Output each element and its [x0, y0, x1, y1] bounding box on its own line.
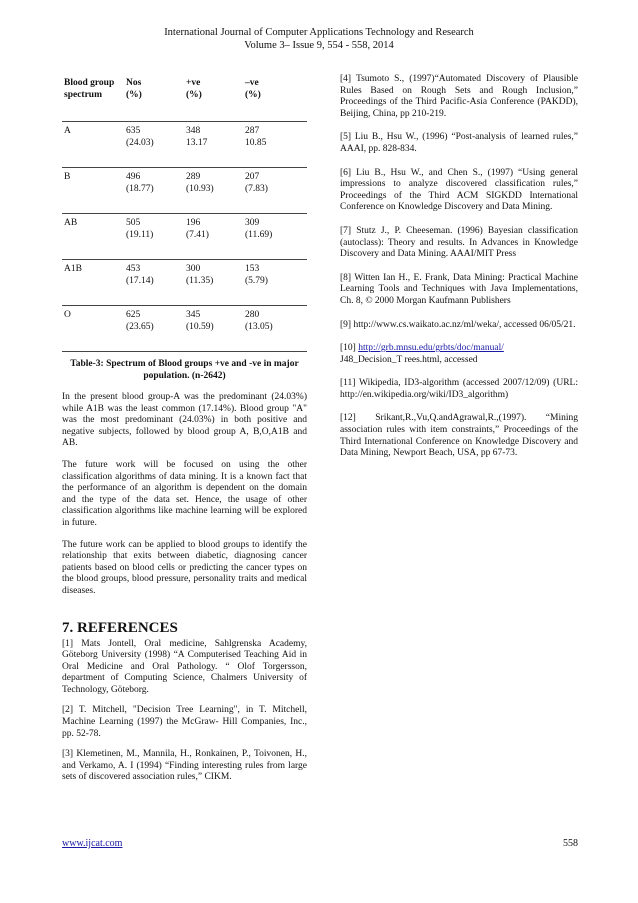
body-paragraph: The future work will be focused on using the other classification algorithms of data mining. It is a known fact that the performance of an algorithm is dependent on the domain and the type of the data set. Hence, the usage of other classification algorithms like machine learning will be explored in future.: [62, 459, 307, 528]
table-header-cell: +ve (%): [184, 74, 243, 122]
table-cell: 287 10.85: [243, 122, 307, 168]
reference-item-10: [340, 343, 578, 366]
right-column: [340, 74, 578, 472]
reference-item: [5] Liu B., Hsu W., (1996) “Post-analysis of learned rules,” AAAI, pp. 828-834.: [340, 132, 578, 154]
body-paragraph: The future work can be applied to blood groups to identify the relationship that exits between diabetic, diagnosing cancer patients based on blood cells or predicting the cancer types on the blood groups, blood pressure, personality traits and medical diseases.: [62, 539, 307, 596]
table-cell: A1B: [62, 260, 124, 306]
table-row: [62, 168, 307, 214]
table-header-cell: Nos (%): [124, 74, 184, 122]
table-cell: 348 13.17: [184, 122, 243, 168]
table-cell: 153 (5.79): [243, 260, 307, 306]
table-cell: 207 (7.83): [243, 168, 307, 214]
table-cell: 635 (24.03): [124, 122, 184, 168]
reference-item: [3] Klemetinen, M., Mannila, H., Ronkainen, P., Toivonen, H., and Verkamo, A. I (1994) “Finding interesting rules from large sets of discovered association rules,” CIKM.: [62, 749, 307, 783]
table-row: [62, 122, 307, 168]
reference-item: [2] T. Mitchell, "Decision Tree Learning", in T. Mitchell, Machine Learning (1997) the McGraw- Hill Companies, Inc., pp. 52-78.: [62, 705, 307, 739]
table-caption: Table-3: Spectrum of Blood groups +ve and -ve in major population. (n-2642): [70, 359, 299, 381]
page-number: 558: [563, 838, 578, 849]
table-header-row: [62, 74, 307, 122]
table-header-cell: Blood group spectrum: [62, 74, 124, 122]
table-cell: B: [62, 168, 124, 214]
volume-info: Volume 3– Issue 9, 554 - 558, 2014: [244, 40, 394, 51]
table-cell: 345 (10.59): [184, 306, 243, 352]
table-cell: 289 (10.93): [184, 168, 243, 214]
page-header: [0, 26, 638, 52]
footer-url-link[interactable]: www.ijcat.com: [62, 838, 123, 849]
reference-item: [9] http://www.cs.waikato.ac.nz/ml/weka/, accessed 06/05/21.: [340, 319, 576, 330]
table-cell: 496 (18.77): [124, 168, 184, 214]
table-cell: 280 (13.05): [243, 306, 307, 352]
table-header-cell: –ve (%): [243, 74, 307, 122]
reference-item: [4] Tsumoto S., (1997)“Automated Discovery of Plausible Rules Based on Rough Sets and Rough Inclusion,” Proceedings of the Third Pacific-Asia Conference (PAKDD), Beijing, China, pp 210-219.: [340, 74, 578, 119]
journal-title: International Journal of Computer Applications Technology and Research: [164, 27, 474, 38]
table-row: [62, 214, 307, 260]
references-heading: 7. REFERENCES: [62, 619, 178, 636]
table-row: [62, 306, 307, 352]
reference-link[interactable]: http://grb.mnsu.edu/grbts/doc/manual/: [358, 343, 504, 354]
reference-item: [8] Witten Ian H., E. Frank, Data Mining: Practical Machine Learning Tools and Techniques with Java Implementations, Ch. 8, © 2000 Morgan Kaufmann Publishers: [340, 272, 578, 306]
table-row: [62, 260, 307, 306]
reference-suffix: J48_Decision_T rees.html, accessed: [340, 354, 478, 365]
table-cell: 625 (23.65): [124, 306, 184, 352]
table-cell: 505 (19.11): [124, 214, 184, 260]
table-cell: 309 (11.69): [243, 214, 307, 260]
blood-group-table: [62, 74, 307, 352]
table-cell: AB: [62, 214, 124, 260]
reference-item: [6] Liu B., Hsu W., and Chen S., (1997) “Using general impressions to analyze discovered classification rules,” Proceedings of the Third ACM SIGKDD International Conference on Knowledge Discovery and Data Mining.: [340, 167, 578, 213]
table-cell: O: [62, 306, 124, 352]
table-cell: A: [62, 122, 124, 168]
reference-item: [1] Mats Jontell, Oral medicine, Sahlgrenska Academy, Göteborg University (1998) “A Computerised Teaching Aid in Oral Medicine and Oral Pathology. “ Olof Torgersson, department of Computing Science, Chalmers University of Technology, Göteborg.: [62, 638, 307, 695]
reference-item: [12] Srikant,R.,Vu,Q.andAgrawal,R.,(1997). “Mining association rules with item constraints,” Proceedings of the Third International Conference on Knowledge Discovery and Data Mining, Newport Beach, USA, pp 67-73.: [340, 413, 578, 459]
table-cell: 196 (7.41): [184, 214, 243, 260]
body-paragraph: In the present blood group-A was the predominant (24.03%) while A1B was the least common (17.14%). Blood group "A" was the most predominant (24.03%) in both positive and negative subjects, followed by blood group A, B,O,A1B and AB.: [62, 392, 307, 449]
left-column: [62, 74, 307, 793]
table-cell: 300 (11.35): [184, 260, 243, 306]
reference-item: [7] Stutz J., P. Cheeseman. (1996) Bayesian classification (autoclass): Theory and results. In Advances in Knowledge Discovery and Data Mining. AAAI/MIT Press: [340, 225, 578, 260]
reference-item: [11] Wikipedia, ID3-algorithm (accessed 2007/12/09) (URL: http://en.wikipedia.org/wiki/ID3_algorithm): [340, 378, 578, 400]
table-cell: 453 (17.14): [124, 260, 184, 306]
reference-prefix: [10]: [340, 343, 359, 354]
